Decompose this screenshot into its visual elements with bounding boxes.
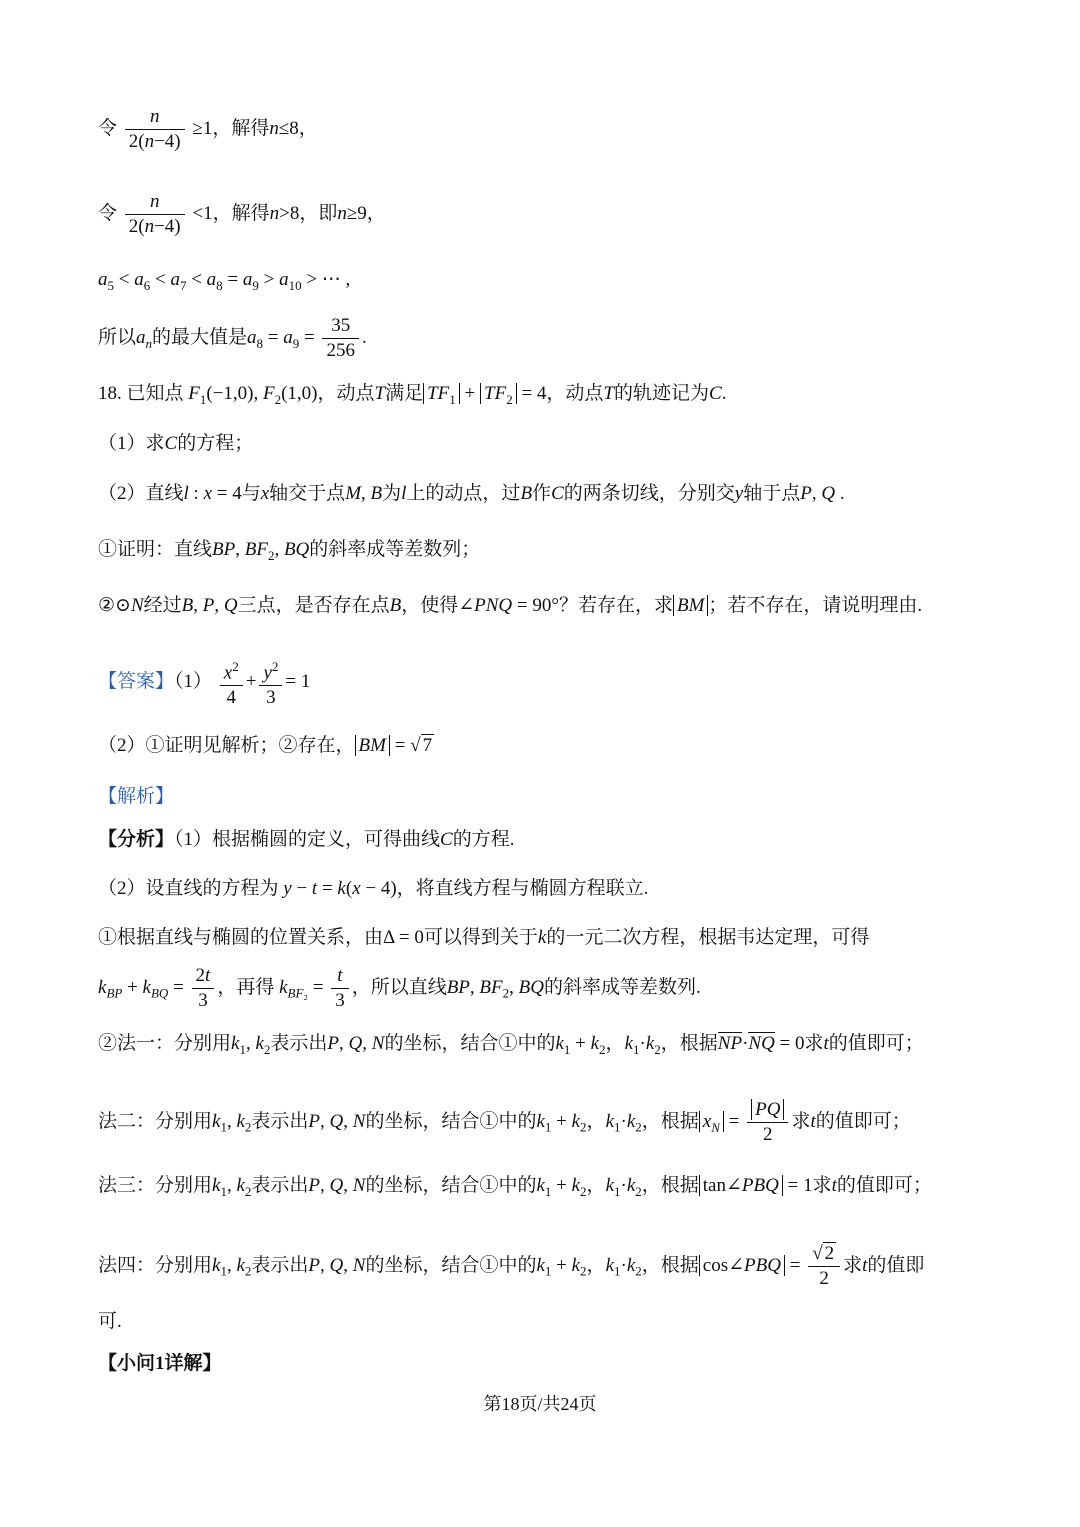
- fraction: $\frac{PQ}{2}$: [747, 1098, 788, 1147]
- fenxi-line-2: （2）设直线的方程为 y − t = k(x − 4)，将直线方程与椭圆方程联立.: [98, 878, 649, 899]
- fraction: $\frac{n}{2(n-4)}$: [125, 190, 185, 239]
- fraction: $\frac{x^2}{4}$: [220, 655, 243, 710]
- question-18-part-2b: ②⊙N经过B, P, Q三点，是否存在点B，使得∠PNQ = 90°？若存在，求 BM ；若不存在，请说明理由.: [98, 595, 923, 616]
- method-1: ②法一：分别用$k_1$, $k_2$表示出P, Q, N的坐标，结合①中的$k_1 + k_2$，$k_1\cdot k_2$，根据NP·NQ = 0求t的值即可；: [98, 1033, 924, 1057]
- method-4: 法四：分别用$k_1$, $k_2$表示出P, Q, N的坐标，结合①中的$k_1 + k_2$，$k_1\cdot k_2$，根据 cos∠PBQ = $\frac{√ 2}{2}$ 求t的值即: [98, 1243, 925, 1289]
- method-2: 法二：分别用$k_1$, $k_2$表示出P, Q, N的坐标，结合①中的$k_1 + k_2$，$k_1\cdot k_2$，根据 $x_N$ = $\frac{PQ}{2}$ 求t的值即可；: [98, 1099, 911, 1145]
- ineq-line-1: 令 $\frac{n}{2(n-4)}$ ≥1，解得n≤8，: [98, 106, 318, 152]
- fraction: $\frac{t}{3}$: [331, 964, 349, 1013]
- question-18-part-2: （2）直线l : x = 4与x轴交于点M, B为l上的动点，过B作C的两条切线，分别交y轴于点P, Q .: [98, 483, 845, 504]
- question-18-part-2a: ①证明：直线BP, $BF_2$, BQ的斜率成等差数列；: [98, 539, 481, 563]
- fraction: $\frac{35}{256}$: [322, 314, 359, 363]
- question-18: 18. 已知点 $F_1(-1,0)$, $F_2(1,0)$，动点T满足 $TF_1 + TF_2 = 4$，动点T的轨迹记为C.: [98, 383, 727, 407]
- fraction: $\frac{y^2}{3}$: [259, 655, 282, 710]
- fraction: $\frac{n}{2(n-4)}$: [125, 105, 185, 154]
- page-footer: 第18页/共24页: [483, 1394, 597, 1414]
- method-4-end: 可.: [98, 1311, 122, 1332]
- fraction: $\frac{2t}{3}$: [192, 964, 215, 1013]
- analysis-heading: 【解析】: [98, 786, 175, 807]
- fraction: $\frac{√ 2}{2}$: [808, 1242, 840, 1291]
- answer-line-2: （2）①证明见解析；②存在， BM = √ 7: [98, 735, 433, 756]
- fenxi-line-3: ①根据直线与椭圆的位置关系，由Δ = 0可以得到关于k的一元二次方程，根据韦达定理，可得: [98, 927, 870, 948]
- answer-line-1: 【答案】（1） $\frac{x^2}{4}$ + $\frac{y^2}{3}$ = 1: [98, 655, 310, 710]
- method-3: 法三：分别用$k_1$, $k_2$表示出P, Q, N的坐标，结合①中的$k_1 + k_2$，$k_1\cdot k_2$，根据 tan∠PBQ = 1求t的值即可；: [98, 1175, 932, 1199]
- max-value-line: 所以$a_n$的最大值是$a_8 = a_9$ = $\frac{35}{256}$ .: [98, 315, 367, 361]
- ineq-line-2: 令 $\frac{n}{2(n-4)}$ <1，解得n>8，即n≥9，: [98, 191, 386, 237]
- fenxi-line-1: 【分析】（1）根据椭圆的定义，可得曲线C的方程.: [98, 829, 515, 850]
- sub-question-heading: 【小问1详解】: [98, 1353, 222, 1374]
- fenxi-line-4: $k_{BP} + k_{BQ}$ = $\frac{2t}{3}$ ，再得 $k_{BF_2}$ = $\frac{t}{3}$ ，所以直线BP, $BF_2$, BQ的斜率成等差数列.: [98, 965, 701, 1011]
- sequence-line: $a_5 < a_6 < a_7 < a_8 = a_9 > a_{10}$ > ⋯ ,: [98, 269, 351, 293]
- question-18-part-1: （1）求C的方程；: [98, 433, 254, 454]
